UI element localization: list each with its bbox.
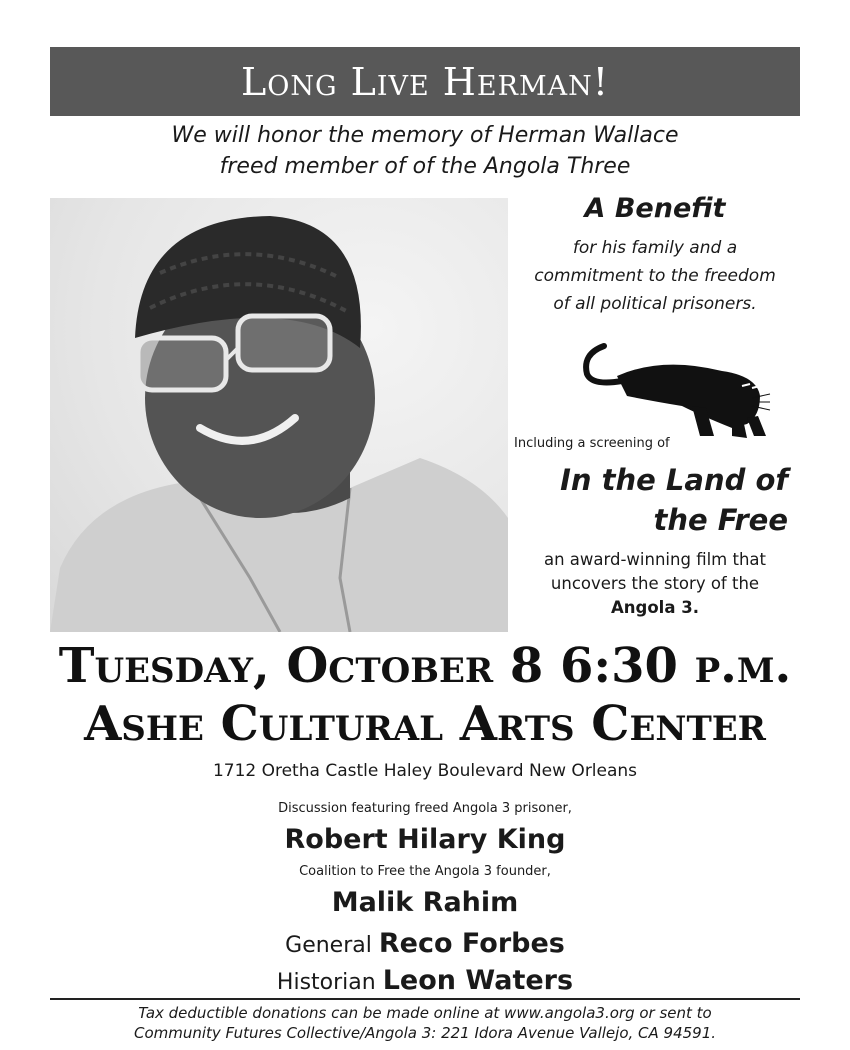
panther-icon: [582, 336, 772, 446]
intro-line-1: We will honor the memory of Herman Wallace: [171, 123, 679, 148]
footer-line-2: Community Futures Collective/Angola 3: 221 Idora Avenue Vallejo, CA 94591.: [133, 1024, 717, 1042]
footer-line-1: Tax deductible donations can be made online at www.angola3.org or sent to: [138, 1004, 712, 1022]
speaker-role-4: Historian: [276, 970, 376, 995]
film-desc-line-3: Angola 3.: [611, 598, 699, 617]
speaker-name-2: Malik Rahim: [331, 887, 519, 918]
event-address: 1712 Oretha Castle Haley Boulevard New Orleans: [212, 761, 638, 781]
benefit-line-2: commitment to the freedom: [534, 266, 776, 286]
speaker-name-3: Reco Forbes: [378, 928, 565, 959]
speaker-name-1: Robert Hilary King: [284, 824, 566, 855]
film-desc-line-1: an award-winning film that: [543, 550, 766, 569]
benefit-line-1: for his family and a: [572, 238, 738, 258]
benefit-title: A Benefit: [584, 193, 726, 224]
portrait-photo: [50, 198, 508, 632]
benefit-line-3: of all political prisoners.: [553, 294, 757, 314]
film-title-line-1: In the Land of: [560, 463, 788, 497]
intro-text: [50, 120, 800, 182]
banner: [50, 47, 800, 116]
footer-text: [50, 1003, 800, 1043]
event-venue: Ashe Cultural Arts Center: [84, 696, 766, 752]
screening-label: Including a screening of: [514, 436, 670, 451]
intro-line-2: freed member of of the Angola Three: [219, 154, 631, 179]
event-date-time: Tuesday, October 8 6:30 p.m.: [58, 638, 792, 694]
speaker-name-4: Leon Waters: [382, 965, 574, 996]
film-desc-line-2: uncovers the story of the: [550, 574, 760, 593]
banner-title: Long Live Herman!: [240, 59, 610, 104]
speaker-role-3: General: [285, 933, 372, 958]
benefit-description: [510, 234, 800, 318]
film-title-line-2: the Free: [653, 503, 788, 537]
speaker-line-4: [50, 965, 800, 996]
speaker-intro-1: Discussion featuring freed Angola 3 prisoner,: [278, 801, 572, 816]
speaker-line-3: [50, 928, 800, 959]
footer-divider: [50, 998, 800, 1000]
film-title: [540, 460, 788, 540]
speaker-intro-2: Coalition to Free the Angola 3 founder,: [299, 864, 551, 879]
film-description: [520, 548, 790, 620]
